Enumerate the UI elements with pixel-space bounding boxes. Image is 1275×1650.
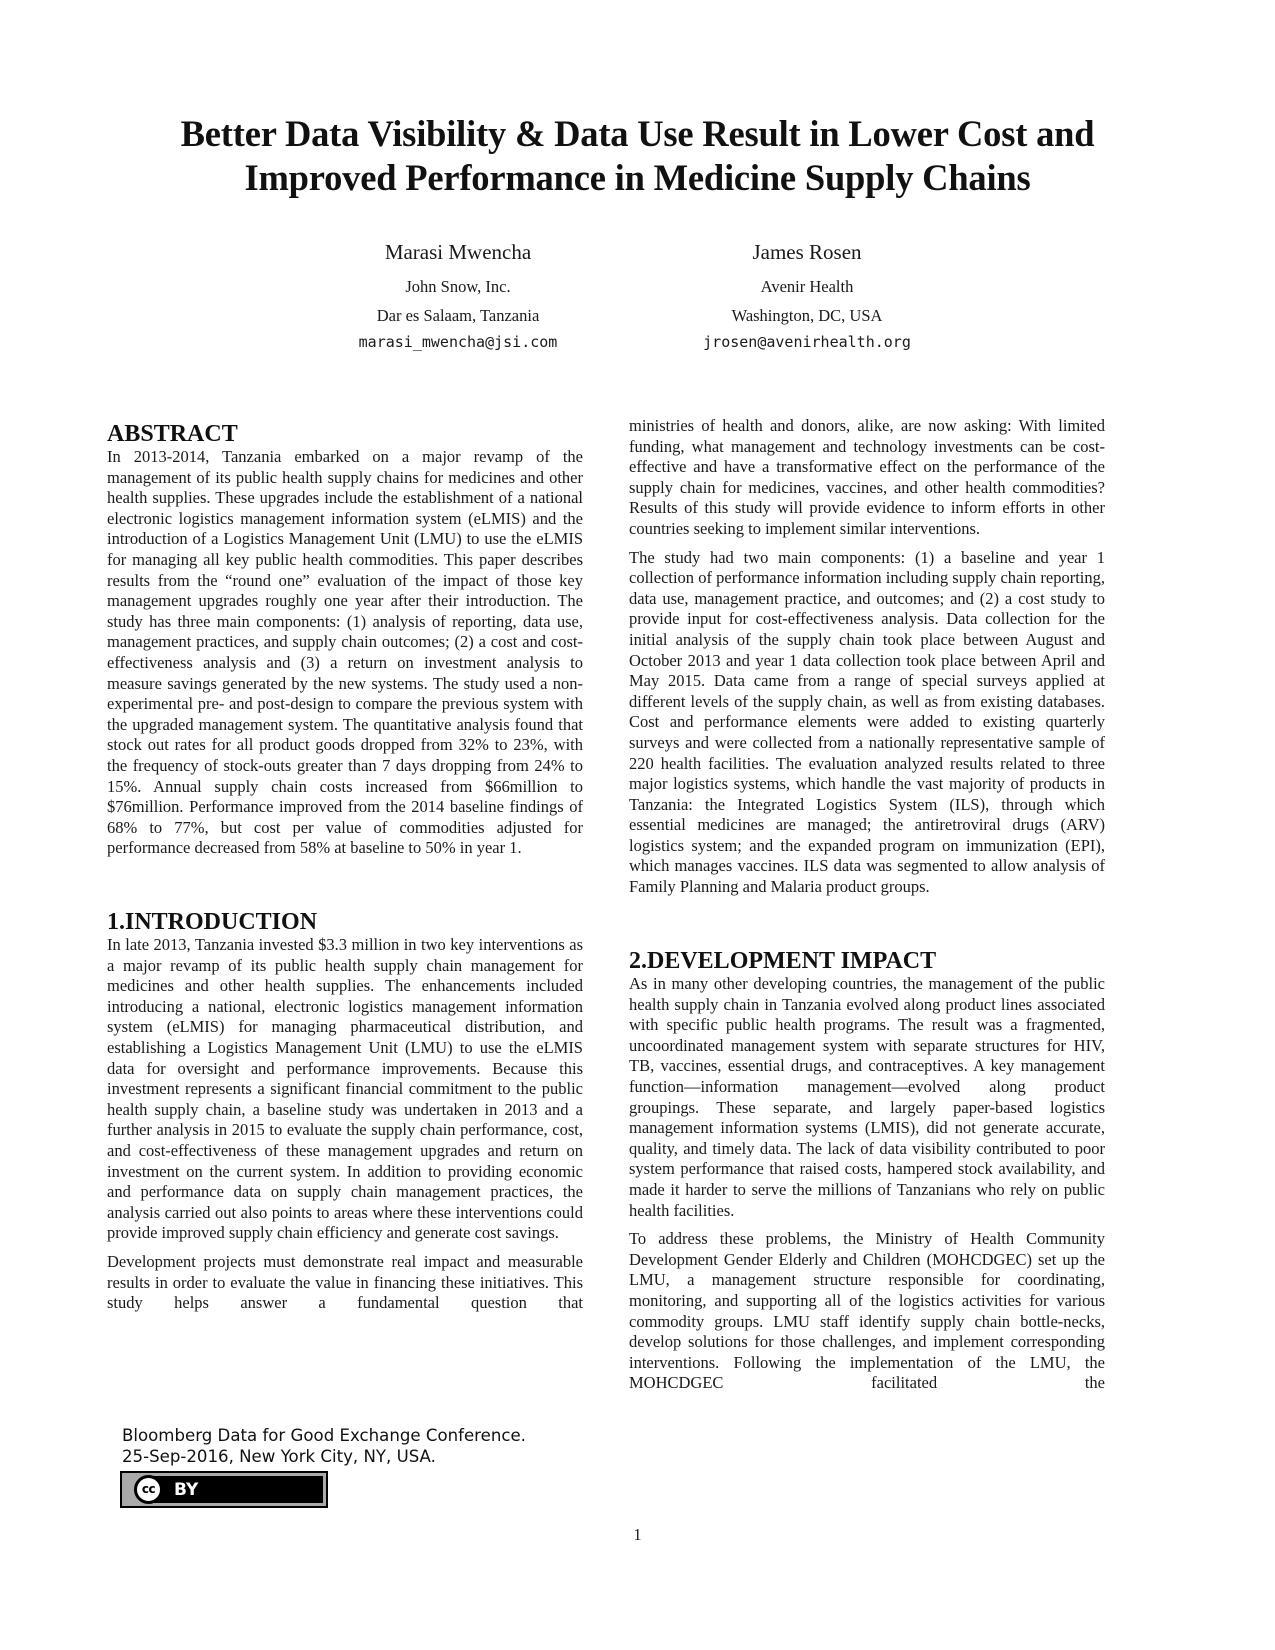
introduction-paragraph-2-continued: ministries of health and donors, alike, are now asking: With limited funding, what management and technology investments can be cost-effective and have a transformative effect on the performance of the supply chain for medicines, vaccines, and other health commodities? Results of this study will provide evidence to inform efforts in other countries seeking to implement similar interventions.: [629, 416, 1105, 538]
introduction-heading: 1.INTRODUCTION: [107, 909, 318, 935]
attribution-label: BY: [174, 1480, 199, 1500]
introduction-paragraph-2: Development projects must demonstrate real impact and measurable results in order to evaluate the value in financing these initiatives. This study helps answer a fundamental question that: [107, 1251, 583, 1313]
author-name: Marasi Mwencha: [384, 240, 532, 264]
author-location: Dar es Salaam, Tanzania: [376, 306, 540, 325]
author-affiliation: John Snow, Inc.: [405, 277, 511, 296]
introduction-section: [107, 909, 583, 1314]
paper-title-line-1: Better Data Visibility & Data Use Result in Lower Cost and: [180, 113, 1095, 154]
author-block-1: [288, 240, 628, 354]
abstract-text: In 2013-2014, Tanzania embarked on a major revamp of the management of its public health supply chains for medicines and other health supplies. These upgrades include the establishment of a national electronic logistics management information system (eLMIS) and the introduction of a Logistics Management Unit (LMU) to use the eLMIS for managing all key public health commodities. This paper describes results from the “round one” evaluation of the impact of those key management upgrades roughly one year after their introduction. The study has three main components: (1) analysis of reporting, data use, management practices, and supply chain outcomes; (2) a cost and cost-effectiveness analysis and (3) a return on investment analysis to measure savings generated by the new systems. The study used a non-experimental pre- and post-design to compare the previous system with the upgraded management system. The quantitative analysis found that stock out rates for all product goods dropped from 32% to 23%, with the frequency of stock-outs greater than 7 days dropping from 24% to 15%. Annual supply chain costs increased from $66million to $76million. Performance improved from the 2014 baseline findings of 68% to 77%, but cost per value of commodities adjusted for performance decreased from 58% at baseline to 50% in year 1.: [107, 447, 583, 858]
abstract-section: [107, 421, 583, 859]
development-impact-paragraph-1: As in many other developing countries, the management of the public health supply chain in Tanzania evolved along product lines associated with specific public health programs. The result was a fragmented, uncoordinated management system with separate structures for HIV, TB, vaccines, essential drugs, and contraceptives. A key management function—information management—evolved along product groupings. These separate, and largely paper-based logistics management information systems (LMIS), did not generate accurate, quality, and timely data. The lack of data visibility contributed to poor system performance that raised costs, hampered stock availability, and made it harder to serve the millions of Tanzanians who rely on public health facilities.: [629, 974, 1105, 1220]
introduction-paragraph-1: In late 2013, Tanzania invested $3.3 million in two key interventions as a major revamp of its public health supply chain management for medicines and other health supplies. The enhancements included introducing a national, electronic logistics management information system (eLMIS) for managing pharmaceutical distribution, and establishing a Logistics Management Unit (LMU) to use the eLMIS data for oversight and performance improvements. Because this investment represents a significant financial commitment to the public health supply chain, a baseline study was undertaken in 2013 and a further analysis in 2015 to evaluate the supply chain performance, cost, and cost-effectiveness of these management upgrades and return on investment on the current system. In addition to providing economic and performance data on supply chain management practices, the analysis carried out also points to areas where these interventions could provide improved supply chain efficiency and generate cost savings.: [107, 935, 583, 1243]
page-number: 1: [633, 1525, 642, 1544]
introduction-continued: [629, 416, 1105, 898]
author-affiliation: Avenir Health: [760, 277, 854, 296]
introduction-paragraph-3: The study had two main components: (1) a baseline and year 1 collection of performance information including supply chain reporting, data use, management practice, and outcomes; and (2) a cost study to provide input for cost-effectiveness analysis. Data collection for the initial analysis of the supply chain took place between August and October 2013 and year 1 data collection took place between April and May 2015. Data came from a range of special surveys applied at different levels of the supply chain, as well as from existing databases. Cost and performance elements were added to existing quarterly surveys and were collected from a nationally representative sample of 220 health facilities. The evaluation analyzed results related to three major logistics systems, which handle the vast majority of products in Tanzania: the Integrated Logistics System (ILS), through which essential medicines are managed; the antiretroviral drugs (ARV) logistics system; and the expanded program on immunization (EPI), which manages vaccines. ILS data was segmented to allow analysis of Family Planning and Malaria product groups.: [629, 547, 1105, 897]
cc-by-license-badge: [120, 1471, 328, 1508]
development-impact-paragraph-2: To address these problems, the Ministry of Health Community Development Gender Elderly and Children (MOHCDGEC) set up the LMU, a management structure responsible for coordinating, monitoring, and supporting all of the logistics activities for various commodity groups. LMU staff identify supply chain bottle-necks, develop solutions for those challenges, and implement corresponding interventions. Following the implementation of the LMU, the MOHCDGEC facilitated the: [629, 1229, 1105, 1393]
conference-line-2: 25-Sep-2016, New York City, NY, USA.: [122, 1447, 436, 1466]
author-email: marasi_mwencha@jsi.com: [358, 333, 558, 351]
paper-title: [60, 112, 1215, 200]
conference-notice: [122, 1425, 526, 1467]
paper-title-line-2: Improved Performance in Medicine Supply Chains: [244, 157, 1031, 198]
author-email: jrosen@avenirhealth.org: [703, 333, 911, 351]
conference-line-1: Bloomberg Data for Good Exchange Conference.: [122, 1426, 526, 1445]
development-impact-heading: 2.DEVELOPMENT IMPACT: [629, 948, 937, 974]
creative-commons-icon: cc: [134, 1475, 163, 1504]
author-block-2: [637, 240, 977, 354]
abstract-heading: ABSTRACT: [107, 421, 238, 447]
author-location: Washington, DC, USA: [731, 306, 883, 325]
author-name: James Rosen: [752, 240, 862, 264]
development-impact-section: [629, 948, 1105, 1394]
